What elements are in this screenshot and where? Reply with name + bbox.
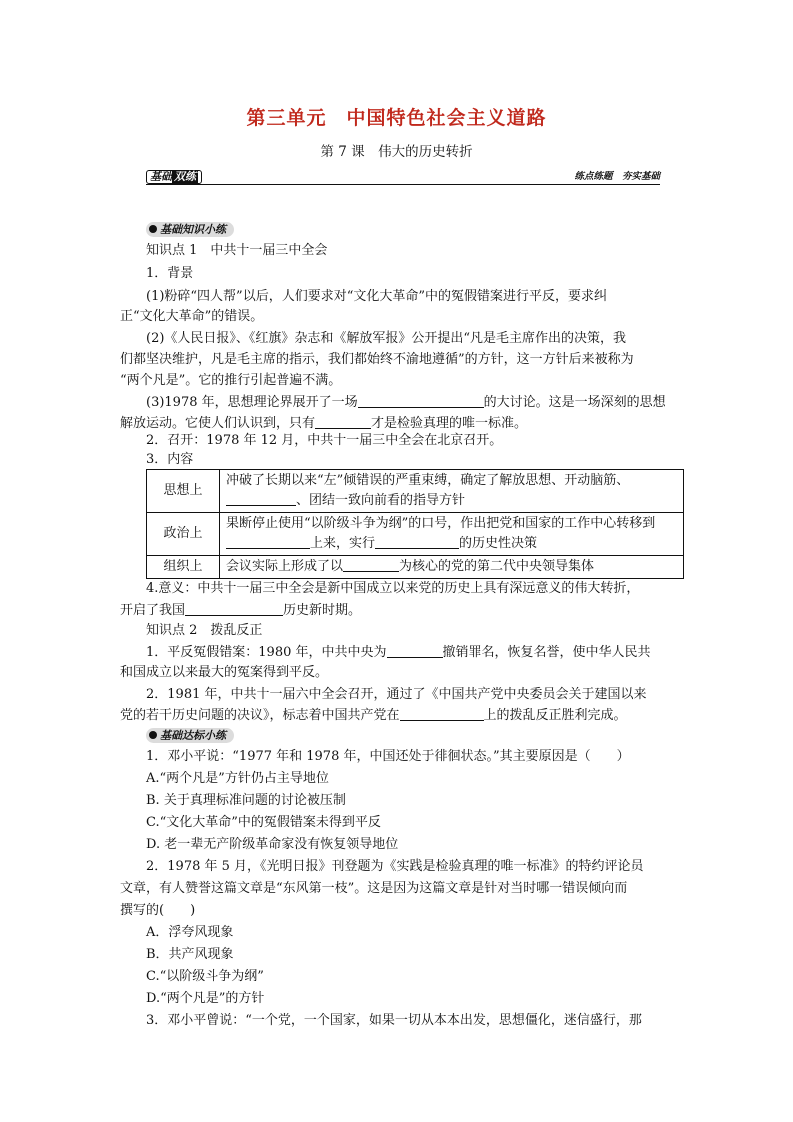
text: 上的拨乱反正胜利完成。 [483,708,627,723]
text: 党的若干历史问题的决议》，标志着中国共产党在 [120,708,400,723]
kp1-convene: 2．召开：1978 年 12 月，中共十一届三中全会在北京召开。 [146,433,503,448]
kp1-p2-line2: 们都坚决维护，凡是毛主席的指示，我们都始终不渝地遵循”的方针，这一方针后来被称为 [120,352,634,367]
text: (3)1978 年，思想理论界展开了一场 [146,395,358,410]
text: 的历史性决策 [459,536,538,551]
kp2-p1-line1 [146,643,651,662]
q1-option-b[interactable]: B. 关于真理标准问题的讨论被压制 [146,793,346,808]
kp2-p2-line1: 2．1981 年，中共十一届六中全会召开，通过了《中国共产党中央委员会关于建国以来 [146,687,647,702]
question-2-line3: 撰写的( ) [120,903,196,918]
row-head: 思想上 [147,470,220,513]
row-body [220,470,684,513]
text: 才是检验真理的唯一标准。 [371,416,528,431]
fill-blank[interactable] [315,414,371,429]
fill-blank[interactable] [387,643,443,658]
question-2-line1: 2．1978 年 5 月，《光明日报》刊登题为《实践是检验真理的唯一标准》的特约评论员 [146,859,644,874]
q1-option-a[interactable]: A.“两个凡是”方针仍占主导地位 [146,771,329,786]
section-header-bar [146,170,660,186]
basic-practice-label [146,170,226,184]
fill-blank[interactable] [226,491,296,506]
fill-blank[interactable] [358,393,484,408]
row-head: 组织上 [147,556,220,579]
q2-option-c[interactable]: C.“以阶级斗争为纲” [146,969,264,984]
kp1-content-label: 3．内容 [146,452,194,467]
kp1-p2-line1: (2)《人民日报》、《红旗》杂志和《解放军报》公开提出“凡是毛主席作出的决策，我 [146,331,627,346]
text: 上来，实行 [310,536,376,551]
table-row [147,513,684,556]
fill-blank[interactable] [185,601,283,616]
practice-section-tag: 基础达标小练 [146,728,234,743]
row-line: 果断停止使用“以阶级斗争为纲”的口号，作出把党和国家的工作中心转移到 [226,516,656,531]
kp1-p1-line2: 正“文化大革命”的错误。 [120,309,264,324]
row-line [226,534,677,554]
row-body [220,513,684,556]
bar-right-label: 练点练题 夯实基础 [574,171,660,182]
q1-option-c[interactable]: C.“文化大革命”中的冤假错案未得到平反 [146,815,381,830]
question-3-line1: 3．邓小平曾说：“一个党，一个国家，如果一切从本本出发，思想僵化，迷信盛行，那 [146,1013,642,1028]
kp1-p3-line2 [120,414,527,433]
text: 1．平反冤假错案：1980 年，中共中央为 [146,645,387,660]
kp1-p3-line1 [146,393,666,412]
kp1-title: 知识点 1 中共十一届三中全会 [146,243,328,258]
q2-option-b[interactable]: B．共产风现象 [146,947,234,962]
text: 历史新时期。 [283,603,362,618]
text: 会议实际上形成了以 [226,559,344,574]
kp1-significance-line1: 4.意义：中共十一届三中全会是新中国成立以来党的历史上具有深远意义的伟大转折， [146,581,640,596]
fill-blank[interactable] [343,557,399,572]
row-line [226,557,677,577]
text: 解放运动。它使人们认识到，只有 [120,416,316,431]
row-body [220,556,684,579]
knowledge-section-tag: 基础知识小练 [146,222,234,237]
text: 的大讨论。这是一场深刻的思想 [483,395,666,410]
text: 撤销罪名，恢复名誉，使中华人民共 [442,645,651,660]
fill-blank[interactable] [375,534,459,549]
question-1: 1．邓小平说：“1977 年和 1978 年，中国还处于徘徊状态。”其主要原因是（ ） [146,749,630,764]
kp1-p2-line3: “两个凡是”。它的推行引起普遍不满。 [120,373,342,388]
row-head: 政治上 [147,513,220,556]
kp2-title: 知识点 2 拨乱反正 [146,623,263,638]
q2-option-d[interactable]: D.“两个凡是”的方针 [146,991,265,1006]
q2-option-a[interactable]: A．浮夸风现象 [146,925,234,940]
kp1-p1-line1: (1)粉碎“四人帮”以后，人们要求对“文化大革命”中的冤假错案进行平反，要求纠 [146,289,607,304]
fill-blank[interactable] [400,706,484,721]
bar-left-b: 双练 [174,170,196,183]
kp2-p1-line2: 和国成立以来最大的冤案得到平反。 [120,665,329,680]
divider [146,184,660,185]
text: 为核心的党的第二代中央领导集体 [399,559,595,574]
bar-left-a: 基础 [150,170,172,183]
row-line: 冲破了长期以来“左”倾错误的严重束缚，确定了解放思想、开动脑筋、 [226,473,630,488]
lesson-subtitle: 第 7 课 伟大的历史转折 [320,144,473,160]
kp1-significance-line2 [120,601,361,620]
table-row [147,470,684,513]
text: 开启了我国 [120,603,186,618]
content-table [146,469,684,579]
q1-option-d[interactable]: D. 老一辈无产阶级革命家没有恢复领导地位 [146,837,399,852]
unit-title: 第三单元 中国特色社会主义道路 [246,107,547,129]
text: 、团结一致向前看的指导方针 [296,493,466,508]
kp1-background-label: 1．背景 [146,266,194,281]
table-row [147,556,684,579]
row-line [226,491,677,511]
fill-blank[interactable] [226,534,310,549]
kp2-p2-line2 [120,706,627,725]
question-2-line2: 文章，有人赞誉这篇文章是“东风第一枝”。这是因为这篇文章是针对当时哪一错误倾向而 [120,881,628,896]
